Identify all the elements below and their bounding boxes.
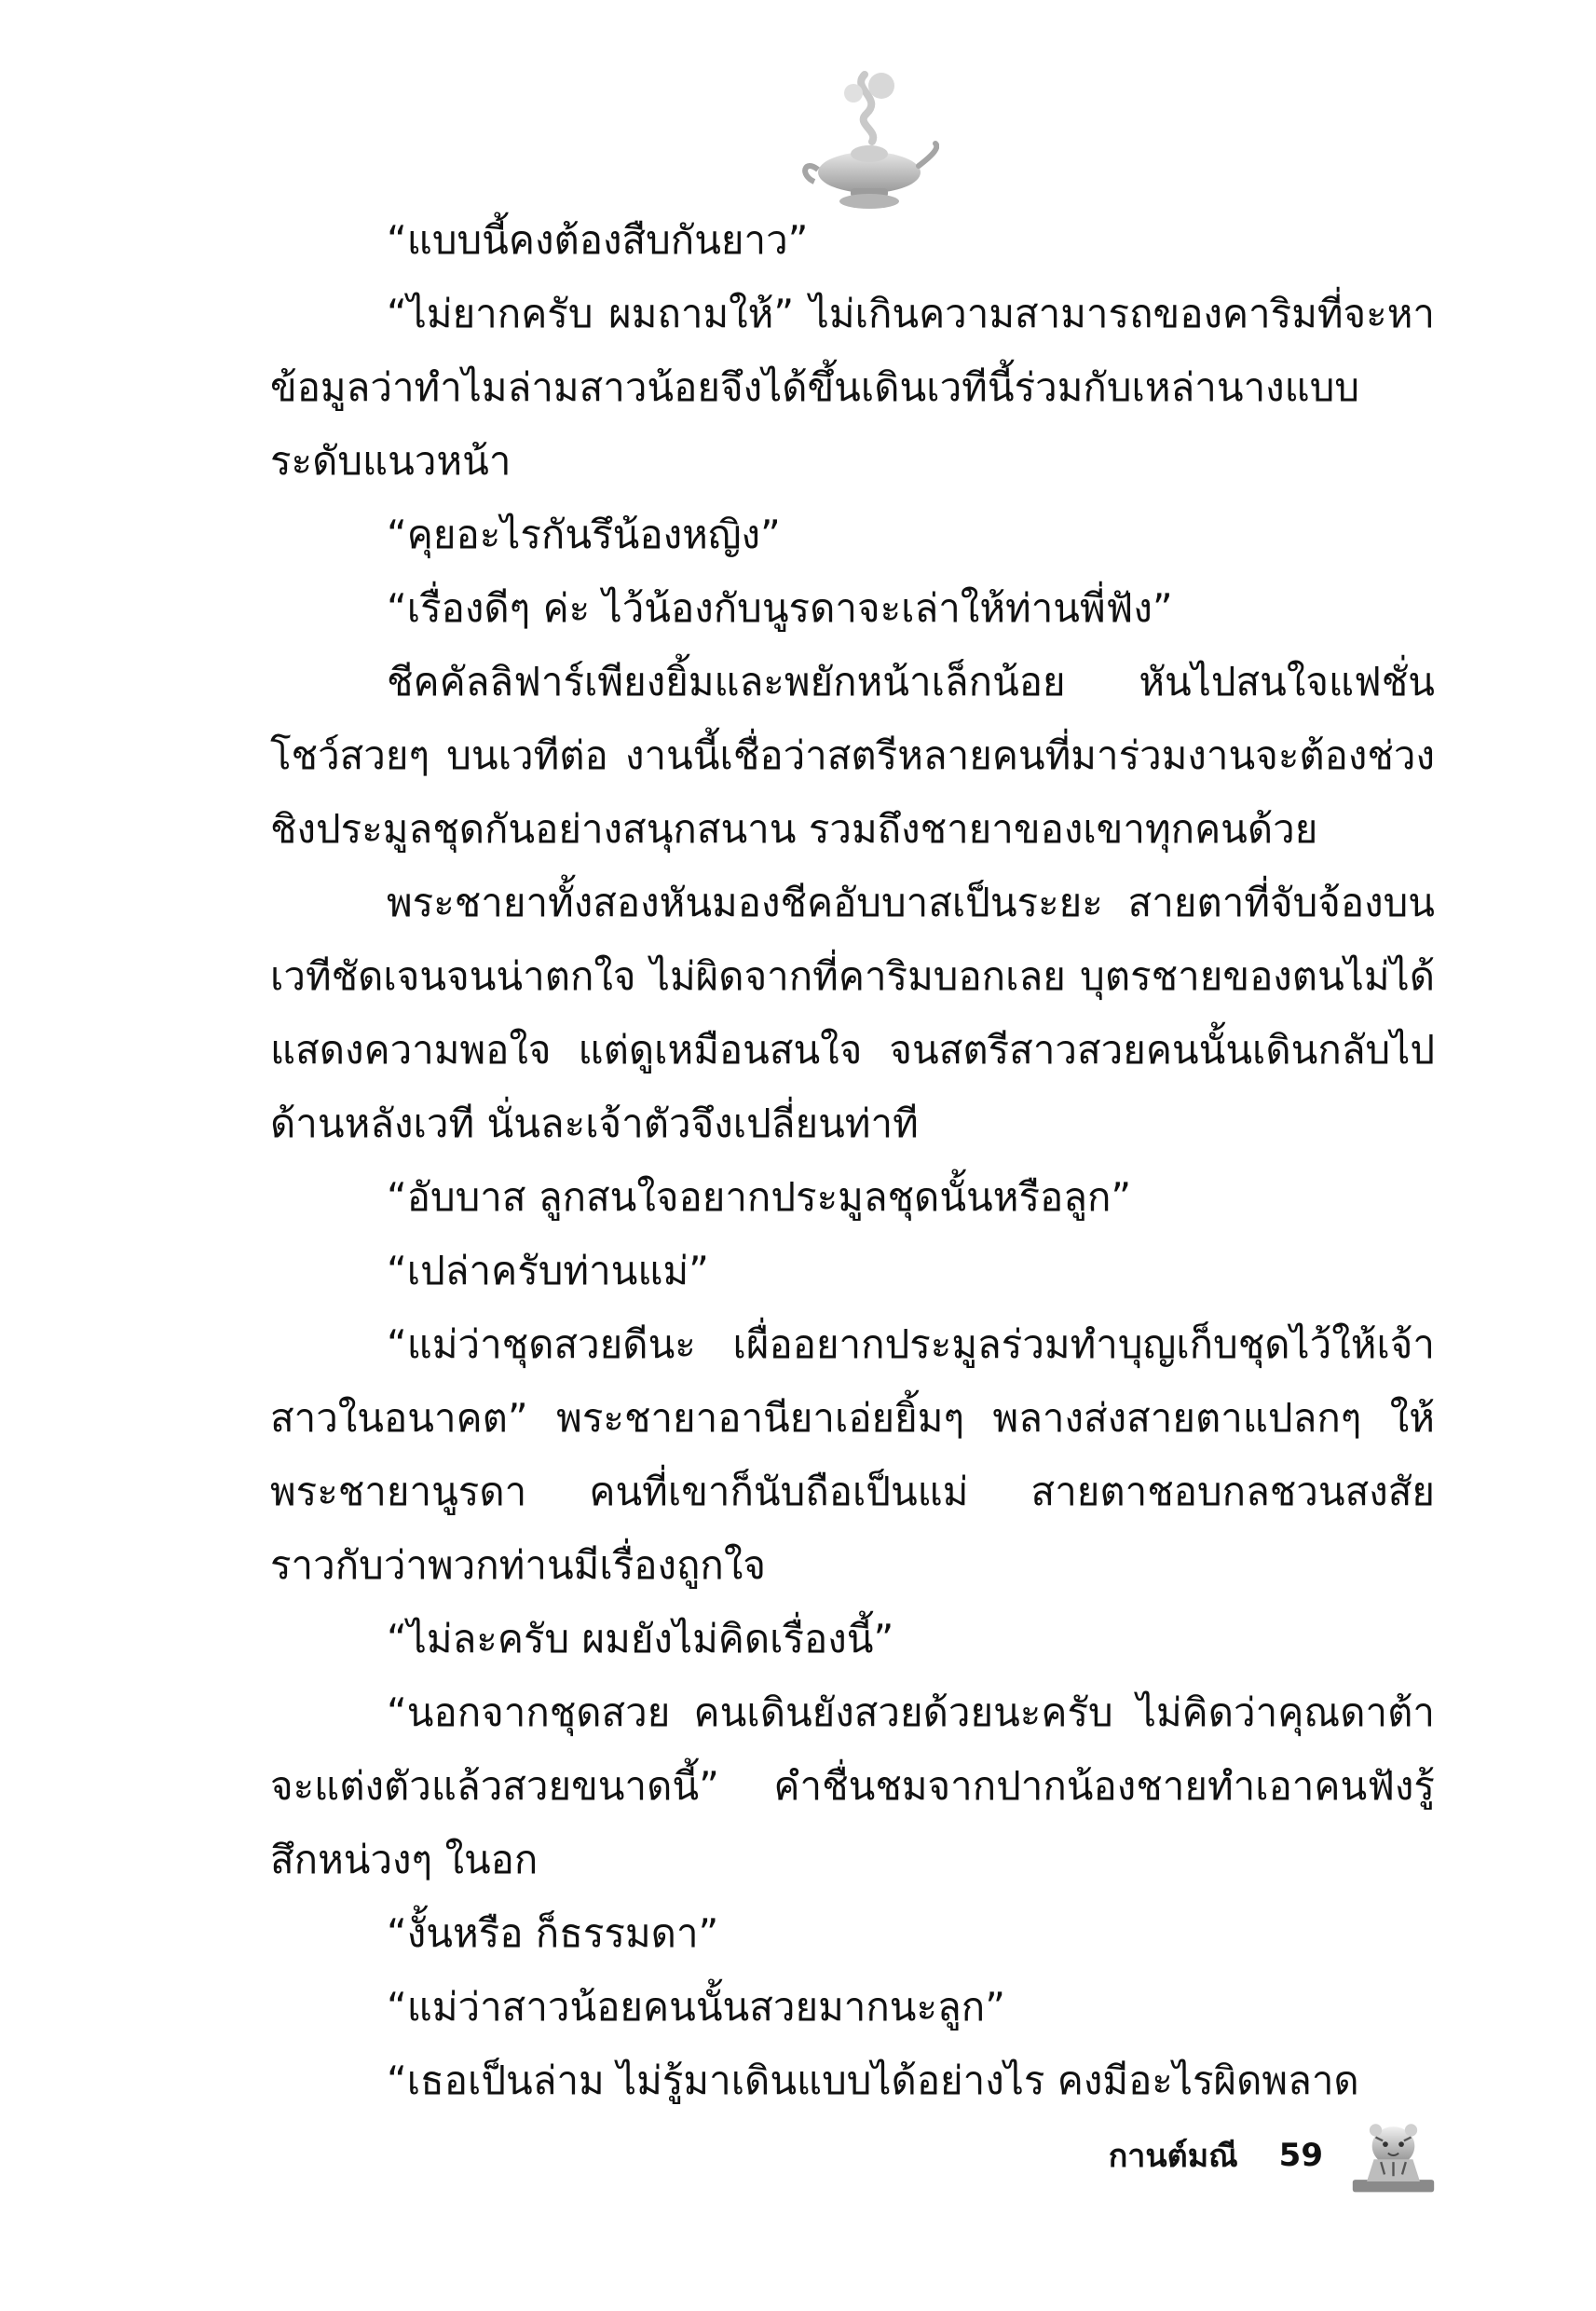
paragraph: “แม่ว่าสาวน้อยคนนั้นสวยมากนะลูก” [387, 1984, 1005, 2030]
page-number: 59 [1278, 2136, 1323, 2174]
paragraph: “อับบาส ลูกสนใจอยากประมูลชุดนั้นหรือลูก” [387, 1174, 1132, 1220]
book-title: กานต์มณี [1108, 2137, 1238, 2175]
paragraph: “ไม่ละครับ ผมยังไม่คิดเรื่องนี้” [387, 1616, 894, 1661]
paragraph: “เปล่าครับท่านแม่” [387, 1248, 709, 1293]
paragraph: “แบบนี้คงต้องสืบกันยาว” [387, 217, 809, 263]
paragraph: “เธอเป็นล่าม ไม่รู้มาเดินแบบได้อย่างไร คงมีอะไรผิดพลาด [387, 2058, 1359, 2103]
paragraph: “นอกจากชุดสวย คนเดินยังสวยด้วยนะครับ ไม่คิดว่าคุณดาต้าจะแต่งตัวแล้วสวยขนาดนี้” คำชื่นชมจากปากน้องชายทำเอาคนฟังรู้สึกหน่วงๆ ในอก [270, 1689, 1435, 1882]
page-footer [1109, 2111, 1438, 2199]
paragraph: “งั้นหรือ ก็ธรรมดา” [387, 1910, 719, 1956]
paragraph: “เรื่องดีๆ ค่ะ ไว้น้องกับนูรดาจะเล่าให้ท่านพี่ฟัง” [387, 585, 1173, 631]
genie-lamp-icon [799, 65, 939, 214]
paragraph: “ไม่ยากครับ ผมถามให้” ไม่เกินความสามารถของคาริมที่จะหาข้อมูลว่าทำไมล่ามสาวน้อยจึงได้ขึ้นเดินเวทีนี้ร่วมกับเหล่านางแบบระดับแนวหน้า [270, 291, 1435, 484]
paragraph: ชีคคัลลิฟาร์เพียงยิ้มและพยักหน้าเล็กน้อย หันไปสนใจแฟชั่นโชว์สวยๆ บนเวทีต่อ งานนี้เชื่อว่าสตรีหลายคนที่มาร่วมงานจะต้องช่วงชิงประมูลชุดกันอย่างสนุกสนาน รวมถึงชายาของเขาทุกคนด้วย [270, 659, 1435, 852]
paragraph: “แม่ว่าชุดสวยดีนะ เผื่ออยากประมูลร่วมทำบุญเก็บชุดไว้ให้เจ้าสาวในอนาคต” พระชายาอานียาเอ่ยยิ้มๆ พลางส่งสายตาแปลกๆ ให้พระชายานูรดา คนที่เขาก็นับถือเป็นแม่ สายตาชอบกลชวนสงสัยราวกับว่าพวกท่านมีเรื่องถูกใจ [270, 1321, 1435, 1588]
body-text [270, 203, 1435, 2117]
paragraph: พระชายาทั้งสองหันมองชีคอับบาสเป็นระยะ สายตาที่จับจ้องบนเวทีชัดเจนจนน่าตกใจ ไม่ผิดจากที่คาริมบอกเลย บุตรชายของตนไม่ได้แสดงความพอใจ แต่ดูเหมือนสนใจ จนสตรีสาวสวยคนนั้นเดินกลับไปด้านหลังเวที นั่นละเจ้าตัวจึงเปลี่ยนท่าที [270, 880, 1435, 1146]
tiger-icon [1349, 2111, 1438, 2199]
paragraph: “คุยอะไรกันรึน้องหญิง” [387, 512, 781, 557]
